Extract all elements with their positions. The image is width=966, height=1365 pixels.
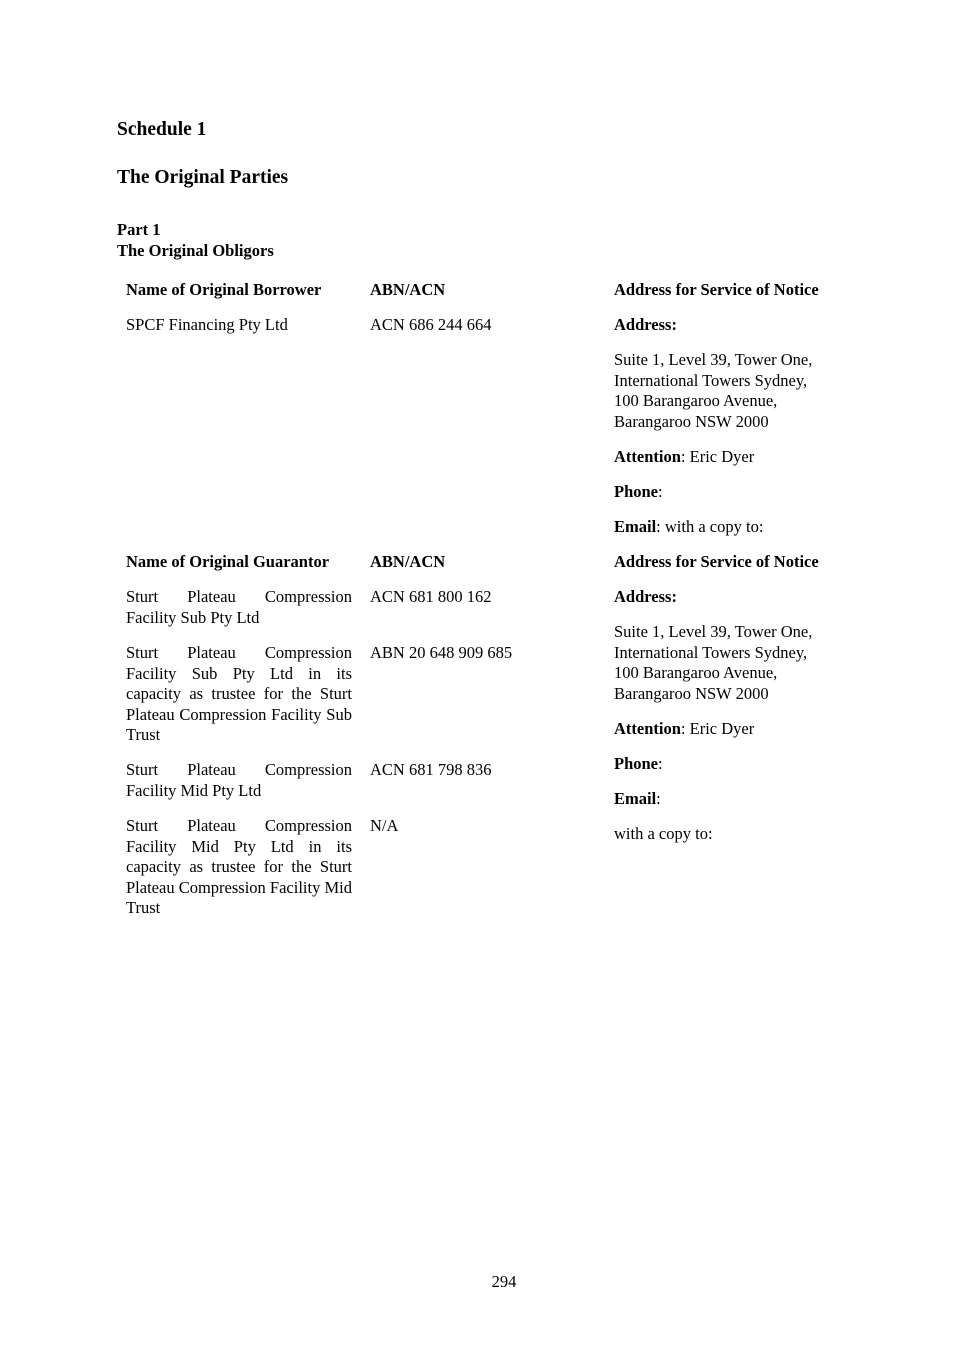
borrower-email (614, 517, 864, 538)
page-number: 294 (491, 1272, 517, 1291)
borrower-address-line: Barangaroo NSW 2000 (614, 411, 769, 431)
borrower-address-block (614, 350, 864, 432)
email-value: : with a copy to: (656, 517, 764, 536)
borrower-abn-cell: ACN 686 244 664 (370, 315, 492, 334)
attention-value: : Eric Dyer (680, 719, 755, 738)
guarantor-address-line: 100 Barangaroo Avenue, (614, 663, 778, 682)
guarantor-abn-cell: ABN 20 648 909 685 (370, 643, 513, 662)
guarantor-attention (614, 719, 864, 740)
borrower-address-line: 100 Barangaroo Avenue, (614, 391, 778, 410)
email-value: : (656, 789, 661, 808)
borrower-abn-header: ABN/ACN (370, 280, 446, 299)
guarantor-address-line: Suite 1, Level 39, Tower One, (614, 622, 813, 641)
guarantor-address-line: Barangaroo NSW 2000 (614, 683, 769, 703)
email-label: Email (614, 789, 657, 808)
guarantor-address-header: Address for Service of Notice (614, 552, 819, 571)
borrower-attention (614, 447, 864, 468)
attention-label: Attention (614, 447, 681, 466)
borrower-name-header: Name of Original Borrower (126, 280, 322, 299)
guarantor-abn-header: ABN/ACN (370, 552, 446, 571)
part-heading (117, 219, 274, 261)
borrower-address-header: Address for Service of Notice (614, 280, 819, 299)
guarantor-phone (614, 754, 864, 775)
phone-value: : (658, 754, 663, 773)
borrower-address-label: Address: (614, 315, 677, 334)
guarantor-address-line: International Towers Sydney, (614, 642, 808, 662)
guarantor-email (614, 789, 864, 810)
guarantor-abn-cell: ACN 681 798 836 (370, 760, 492, 779)
email-label: Email (614, 517, 657, 536)
guarantor-address-block (614, 622, 864, 704)
guarantor-name-cell: Sturt Plateau Compression Facility Mid Pty Ltd in its capacity as trustee for the Sturt Plateau Compression Facility Mid Trust (126, 816, 352, 917)
guarantor-name-cell: Sturt Plateau Compression Facility Sub Pty Ltd in its capacity as trustee for the Sturt Plateau Compression Facility Sub Trust (126, 643, 352, 744)
borrower-address-line: International Towers Sydney, (614, 370, 808, 390)
guarantor-abn-cell: ACN 681 800 162 (370, 587, 492, 606)
guarantor-address-label: Address: (614, 587, 677, 606)
attention-label: Attention (614, 719, 681, 738)
phone-value: : (658, 482, 663, 501)
borrower-name-cell: SPCF Financing Pty Ltd (126, 315, 288, 334)
borrower-address-line: Suite 1, Level 39, Tower One, (614, 350, 813, 369)
phone-label: Phone (614, 754, 659, 773)
phone-label: Phone (614, 482, 659, 501)
guarantor-name-header: Name of Original Guarantor (126, 552, 330, 571)
guarantor-name-cell: Sturt Plateau Compression Facility Mid Pty Ltd (126, 760, 352, 800)
part-title: The Original Obligors (117, 241, 274, 260)
attention-value: : Eric Dyer (680, 447, 755, 466)
guarantor-copy-text: with a copy to: (614, 824, 713, 843)
borrower-phone (614, 482, 864, 503)
part-label: Part 1 (117, 220, 161, 239)
guarantor-abn-cell: N/A (370, 816, 399, 835)
schedule-title: Schedule 1 (117, 119, 207, 140)
section-title: The Original Parties (117, 167, 289, 188)
guarantor-name-cell: Sturt Plateau Compression Facility Sub Pty Ltd (126, 587, 352, 627)
